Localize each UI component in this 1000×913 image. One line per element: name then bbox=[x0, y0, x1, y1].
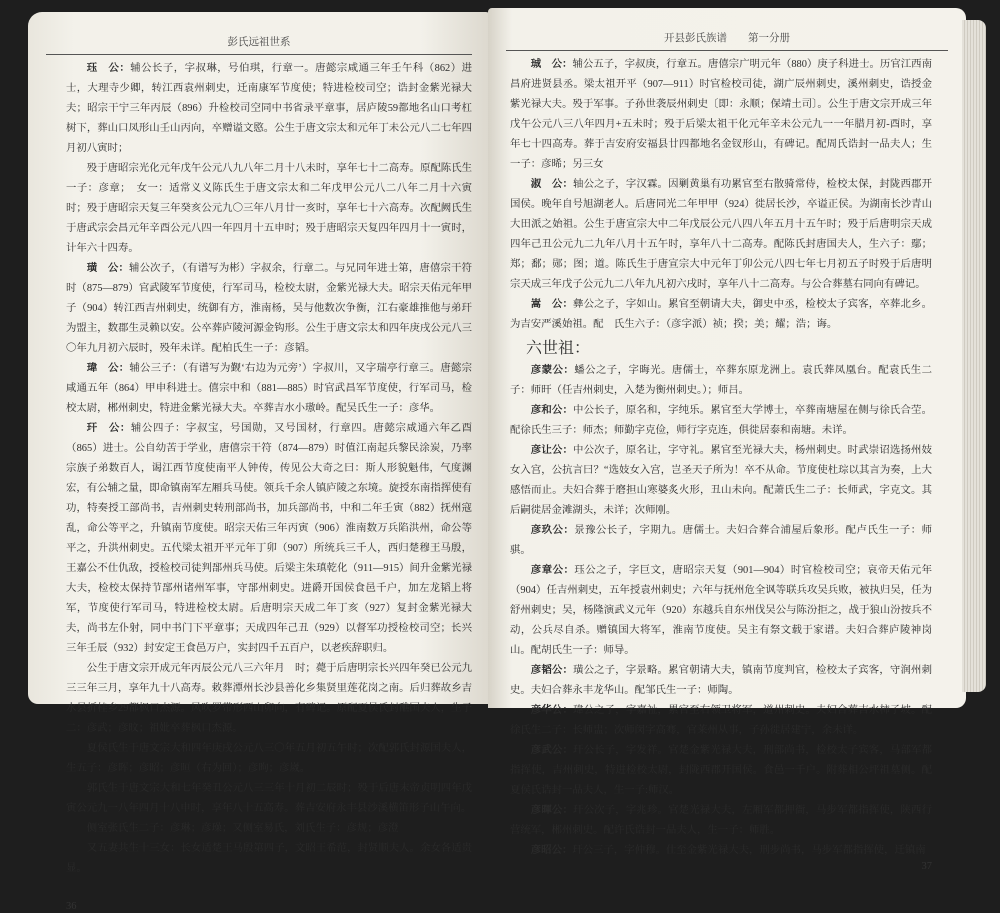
page-number: 37 bbox=[921, 861, 932, 872]
entry-text: 辅公五子，字叔庚，行章五。唐僖宗广明元年（880）庚子科进士。历官江西南昌府进贤县丞。梁太祖开平（907—911）时官检校司徒，湖广辰州刺史，溪州刺史，诰授金紫光禄大夫。殁于军事。子孙世袭辰州刺史〔即：永顺；保靖土司〕。公生于唐文宗开成三年戊午公元八三八年四月+五未时；殁于后梁太祖干化元年辛未公元九一一年腊月初-酉时，享年七十四高寿。葬于吉安府安福县廿四都地名金钗形山，有碑记。配周氏诰封一品夫人；生一子：彦晞；另三女 bbox=[510, 59, 932, 170]
entry-name: 彦暉公： bbox=[530, 805, 574, 816]
entry-text: 辅公次子，（有谱写为彬）字叔余，行章二。与兄同年进士第，唐僖宗干符时（875—879）官武陵军节度使，行军司马，检校太尉，金紫光禄大夫。昭宗天佑元年甲子（904）转江西吉州刺史，统御有方，淮南杨，吴与他数次争衡，江右豪雄推他与弟玕为盟主，数郡生灵赖以安。公卒葬庐陵河源金钩形。公生于唐文宗太和四年庚戌公元八三〇年九月初六辰时，殁年未详。配柏氏生一子：彦韬。 bbox=[66, 263, 473, 354]
entries-after bbox=[510, 361, 932, 861]
page-body bbox=[66, 59, 472, 913]
genealogy-entry bbox=[510, 561, 932, 661]
genealogy-entry bbox=[66, 739, 472, 779]
genealogy-entry bbox=[510, 295, 932, 335]
entry-text: 中公长子，原名和，字纯乐。累官至大学博士，卒葬南塘屋在侧与徐氏合茔。配徐氏生三子：师杰；师勤字克俭，师行字克连，俱徙居泰和南塘。未详。 bbox=[510, 405, 932, 436]
entry-name: 瑋 公： bbox=[86, 363, 130, 374]
genealogy-entry bbox=[66, 839, 472, 879]
genealogy-entry bbox=[510, 175, 932, 295]
genealogy-entry bbox=[66, 59, 472, 159]
page-edges bbox=[962, 20, 986, 692]
entry-text: 辅公三子：（有谱写为觐‘右边为元旁’）字叔川，又字瑞亭行章三。唐懿宗咸通五年（864）甲申科进士。僖宗中和（881—885）时官武昌军节度使，行军司马，检校太尉，郴州刺史，特进金紫光禄大夫。卒葬吉水小璈岭。配吴氏生一子：彦华。 bbox=[66, 363, 473, 414]
page-body bbox=[510, 55, 932, 873]
genealogy-entry bbox=[66, 819, 472, 839]
genealogy-entry bbox=[66, 419, 472, 659]
entry-text: 彝公之子，字如山。累官至朝请大夫，御史中丞，检校太子宾客，卒葬北乡。为吉安严溪始祖。配 氏生六子：（彦字派）祯；揆；美；耀；浩；诲。 bbox=[510, 299, 932, 330]
entry-text: 璜公之子，字景略。累官朝请大夫，镇南节度判官，检校太子宾客，守润州刺史。夫妇合葬永丰龙华山。配邹氏生一子：师陶。 bbox=[510, 665, 932, 696]
entry-text: 公生于唐文宗开成元年丙辰公元八三六年月 时；薨于后唐明宗长兴四年癸已公元九三三年三月，享年九十八高寿。敕葬潭州长沙县善化乡集贤里莲花岗之南。后归葬故乡吉水县折桂乡29都枫口杰源。风吹罗带形西山卯向，有碑记。原配夏侯氏封醮国夫人，生子二：彦武；彦旼；祖妣卒葬枫口杰源。 bbox=[66, 663, 472, 734]
entry-text: 郭氏生于唐文宗大和七年癸丑公元八三三年十月初二辰时；殁于后唐末帝贞明四年戊寅公元九一八年四月十八申时，享年八十五高寿。葬吉安府永丰县沙溪横笛形子山午向。 bbox=[66, 783, 472, 814]
running-head: 开县彭氏族谱 第一分册 bbox=[664, 33, 790, 44]
header-rule bbox=[506, 50, 948, 51]
genealogy-entry bbox=[66, 159, 472, 259]
genealogy-entry bbox=[510, 441, 932, 521]
section-heading: 六世祖： bbox=[526, 340, 591, 357]
entry-name: 彦韬公： bbox=[530, 665, 574, 676]
entry-name: 璜 公： bbox=[86, 263, 130, 274]
entry-name: 彦华公： bbox=[530, 705, 574, 716]
genealogy-entry bbox=[510, 361, 932, 401]
entry-text: 又五妻共生十三女：长女适楚王马殷第四子，文昭王希范，封贤顺夫人。余女各适贵显。 bbox=[66, 843, 472, 874]
entry-text: 玕公三子，字仲穆。仕至金紫光禄大夫，刑步尚书，马步军都指挥使，迁镇南 bbox=[572, 845, 926, 856]
entry-text: 夏侯氏生于唐文宗大和四年庚戌公元八三〇年五月初五午时；次配郭氏封源国夫人，生五子：彦晖；彦昭；彦晅（右为回）；彦昫；彦嵗。 bbox=[66, 743, 472, 774]
entry-name: 彦章公： bbox=[530, 565, 575, 576]
entry-text: 殁于唐昭宗光化元年戊午公元八九八年二月十八未时，享年七十二高寿。原配陈氏生一子：彦章； 女一：适常义义陈氏生于唐文宗太和二年戊甲公元八二八年二月十六寅时；殁于唐昭宗天复三年癸亥公元九〇三年八月廿一亥时，享年七十六高寿。次配阙氏生于唐武宗会昌元年辛酉公元八四一年四月十五申时；殁于唐昭宗天复四年四月十一寅时，计年六十四寿。 bbox=[66, 163, 472, 254]
entry-text: 瑋公之子，字嘉祉，累官至右领卫将军，道州刺史。夫妇合葬吉水柿子坡。配徐氏生二子：长师盅；次师闵字高骞，官莱州从事，子孙徙居建宁，余未详。 bbox=[510, 705, 932, 736]
genealogy-entry bbox=[66, 259, 472, 359]
entries-before bbox=[510, 55, 932, 335]
genealogy-entry bbox=[510, 661, 932, 701]
genealogy-entry bbox=[510, 841, 932, 861]
genealogy-entry bbox=[66, 659, 472, 739]
genealogy-entry bbox=[510, 401, 932, 441]
entry-name: 珹 公： bbox=[530, 59, 573, 70]
genealogy-entry bbox=[510, 55, 932, 175]
page-number: 36 bbox=[66, 901, 77, 912]
genealogy-entry bbox=[66, 359, 472, 419]
entry-text: 轴公之子，字汉霖。因剿黄巢有功累官至右散骑常侍，检校太保，封陇西郡开国侯。晚年自号旭湖老人。后唐同光二年甲甲（924）徙居长沙，卒谥正侯。为湖南长沙青山大田派之始祖。公生于唐宣宗大中二年戊辰公元八四八年五月十五午时；殁于后唐明宗天成四年己丑公元九二九年八月十五午时，享年八十二高寿。配陈氏封唐国夫人，生六子：鄢；郑；鄱；郧；图；道。陈氏生于唐宣宗大中元年丁卯公元八四七年七月初五子时殁于后唐明宗天成三年戊子公元九二八年九凡初六戌时，享年八十二高寿。与公合葬墓右同向有碑记。 bbox=[510, 179, 932, 290]
genealogy-entry bbox=[510, 521, 932, 561]
genealogy-entry bbox=[66, 779, 472, 819]
entry-text: 侧室张氏生二子：彦琳；彦璪；又侧室易氏，刘氏生子：彦规；彦澄 bbox=[86, 823, 399, 834]
entry-name: 彦和公： bbox=[530, 405, 574, 416]
entry-text: 玕公次子，字兆珍。官楚光禄大夫，左厢军都押衙，马步军都指挥使，陕西行营统军，郴州刺史。配许氏诰封一品夫人，生一子：师胜。 bbox=[510, 805, 932, 836]
entry-name: 彦武公： bbox=[530, 745, 574, 756]
genealogy-entry bbox=[510, 801, 932, 841]
entries bbox=[66, 59, 472, 879]
header-rule bbox=[46, 54, 472, 55]
genealogy-entry bbox=[510, 741, 932, 801]
entry-name: 彦让公： bbox=[530, 445, 574, 456]
entry-name: 珏 公： bbox=[86, 63, 131, 74]
entry-text: 蟠公之子，字晦光。唐儒士，卒葬东原龙洲上。袁氏葬凤凰台。配袁氏生二子：师旰（任吉州刺史，入楚为衡州刺史。）；师吕。 bbox=[510, 365, 933, 396]
entry-name: 嵩 公： bbox=[530, 299, 574, 310]
entry-text: 珏公之子，字巨文，唐昭宗天复（901—904）时官检校司空；哀帝天佑元年（904）任吉州刺史，五年授袁州刺史；六年与抚州危全讽等联兵攻吴兵败，被执归吴，任为舒州刺史；吴，杨隆演武义元年（920）东越兵自东州伐吴公与陈汾拒之，战于狼山汾按兵不动，公兵尽自杀。赠镇国大将军，淮南节度使。吴主有祭文载于家谱。夫妇合葬庐陵神岗山。配胡氏生一子：师导。 bbox=[510, 565, 932, 656]
left-page bbox=[28, 12, 490, 912]
entry-text: 玕公长子，字发祥。官楚金紫光禄大夫，刑部尚书，检校太子宾客，马部军都指挥使，吉州刺史，特进检校太尉，封陇西郡开国侯。食邑一千户。附葬相公坪祖墓侧。配夏侯氏诰封一品夫人，生一子:师汉。 bbox=[510, 745, 932, 796]
entry-name: 彦玖公： bbox=[530, 525, 575, 536]
entry-name: 玕 公： bbox=[86, 423, 131, 434]
entry-name: 淑 公： bbox=[530, 179, 574, 190]
entry-text: 辅公四子：字叔宝，号国勋，又号国材，行章四。唐懿宗咸通六年乙酉（865）进士。公自幼苦于学业，唐僖宗干符（874—879）时值江南起兵黎民涂炭，乃率宗族子弟数百人，谒江西节度使南平人钟传，传见公大奇之曰：斯人形貌魁伟，气度渊宏，有公辅之量，即命镇南军左厢兵马使。领兵千余人镇庐陵之东境。旋授东南指挥使有功，特奏授工部尚书，吉州刺史转刑部尚书，加兵部尚书，中和二年壬寅（882）抚州寇乱，命公等平之，升镇南节度使。昭宗天佑三年丙寅（906）淮南数万兵陷洪州，命公等平之，升洪州刺史。五代梁太祖开平元年丁卯（907）所统兵三千人，西归楚穆王马殷，王嘉公不仕仇敌，授检校司徒判郚州兵马使。后梁主朱瑱乾化（911—915）间升金紫光禄大夫，检校太保持节郚州诸州军事，守郚州刺史。进爵开国侯食邑千户，加左龙韬上将军，节度使行军司马，特进检校太尉。后唐明宗天成二年丁亥（927）复封金紫光禄大夫，尚书左仆射，同中书门下平章事；天成四年己丑（929）以督军功授检校司空；长兴三年壬辰（932）封安定王食邑万户，实封四千五百户，以老疾辞职归。 bbox=[66, 423, 473, 654]
entry-name: 彦蒙公： bbox=[530, 365, 575, 376]
right-page bbox=[488, 8, 966, 872]
entry-name: 彦昭公： bbox=[530, 845, 573, 856]
entry-text: 辅公长子，字叔琳，号伯琪，行章一。唐懿宗咸通三年壬午科（862）进士，大理寺少卿，转江西袁州刺史，迁南康军节度使；特进检校司空；诰封金紫光禄大夫；昭宗干宁三年丙辰（896）升检校司空同中书省录平章事，居庐陵59都地名山口考杠树下，葬山口凤形山壬山丙向，卒赠谥文愍。公生于唐文宗太和元年丁未公元八二七年四月初八寅时； bbox=[66, 63, 472, 154]
entry-text: 中公次子，原名让，字守礼。累官至光禄大夫，杨州刺史。时武崇诏选扬州妓女入宫，公抗言曰？“选妓女入宫，岂圣天子所为！卒不从命。节度使杜琮以其言为奏，上大感悟而止。夫妇合葬于磨担山寒婆炙火形，丑山未向。配萧氏生二子：长师武，字克文。其后嗣徙居金滩湖头，未详；次师刚。 bbox=[510, 445, 932, 516]
running-head: 彭氏远祖世系 bbox=[227, 37, 291, 48]
genealogy-entry bbox=[510, 701, 932, 741]
entry-text: 景豫公长子，字期九。唐儒士。夫妇合葬合浦屋后象形。配卢氏生一子：师骐。 bbox=[510, 525, 933, 556]
